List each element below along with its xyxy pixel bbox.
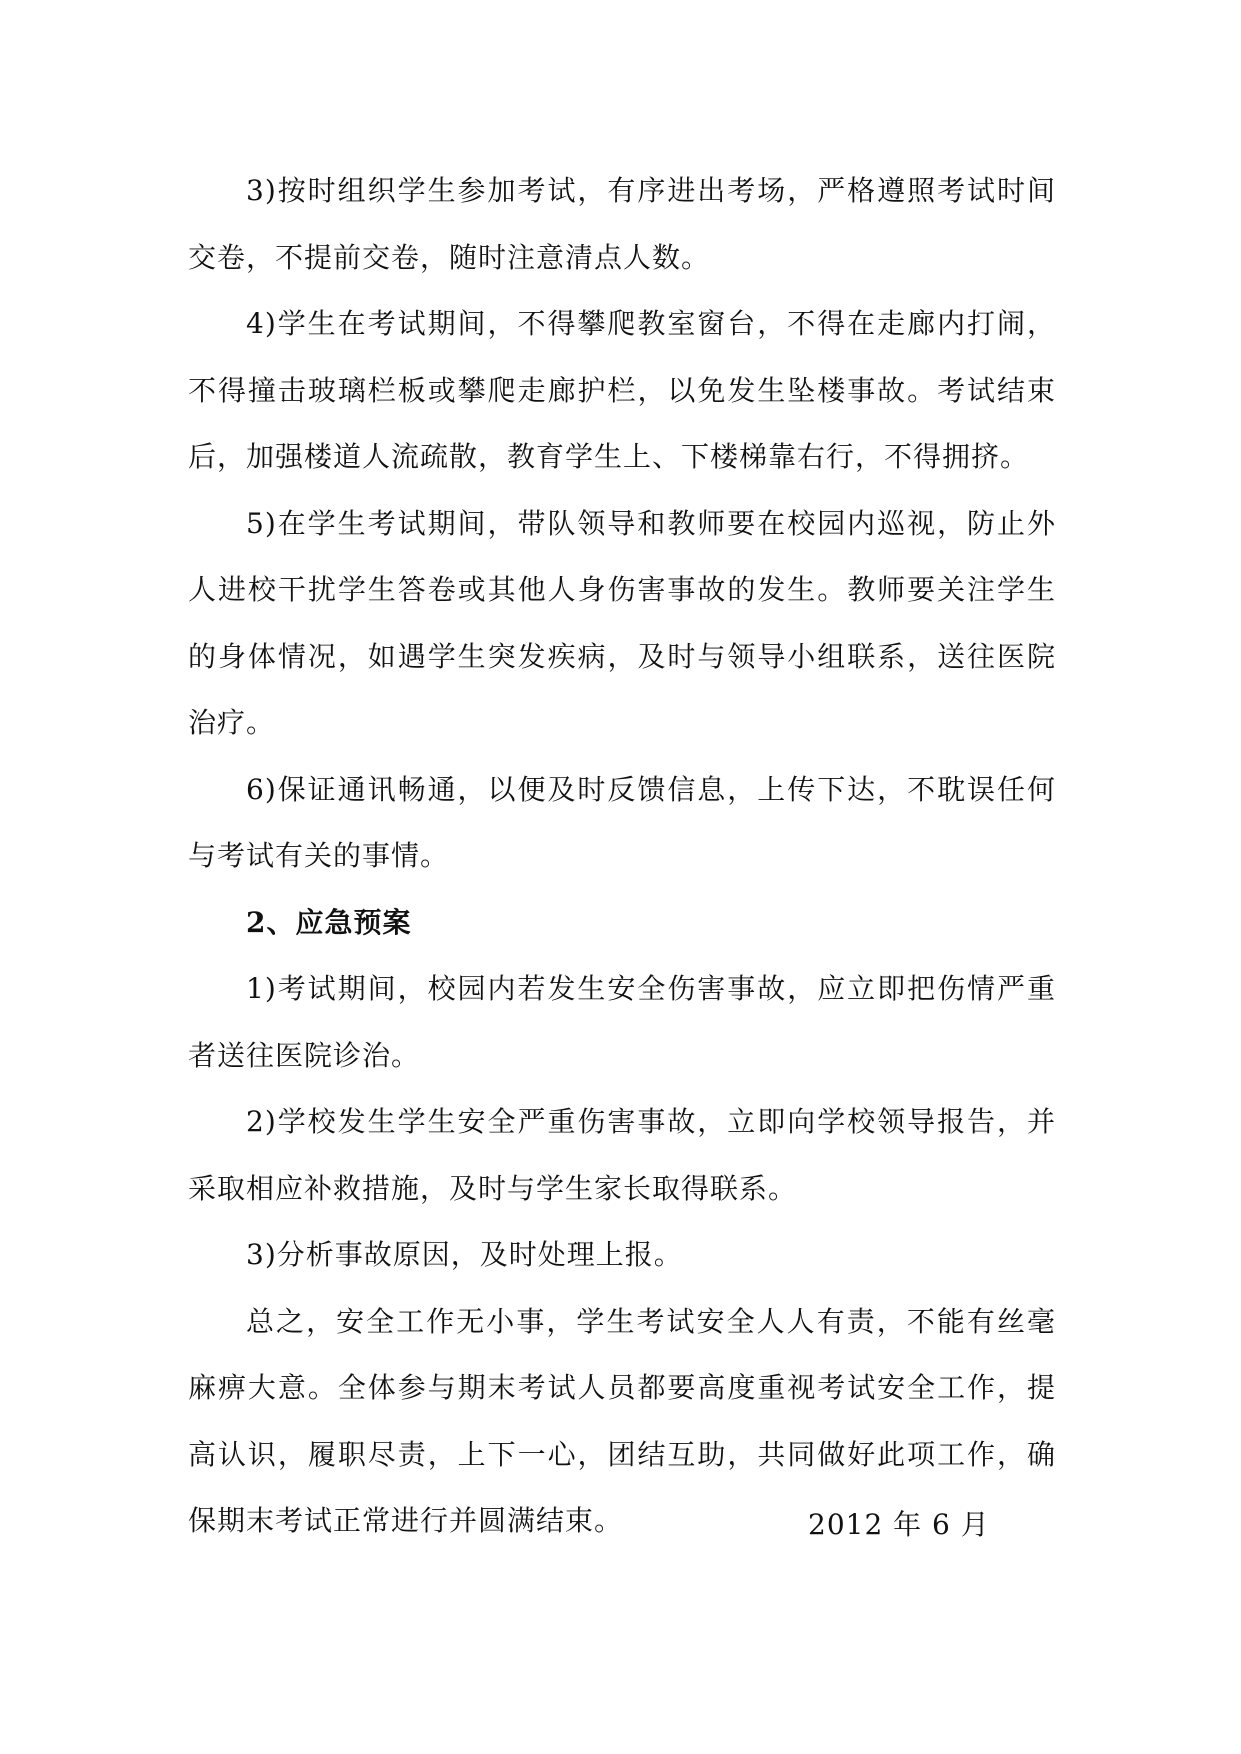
paragraph-item-3: 3)按时组织学生参加考试，有序进出考场，严格遵照考试时间交卷，不提前交卷，随时注意清点人数。 xyxy=(188,174,1056,274)
paragraph-item-5: 5)在学生考试期间，带队领导和教师要在校园内巡视，防止外人进校干扰学生答卷或其他人身伤害事故的发生。教师要关注学生的身体情况，如遇学生突发疾病，及时与领导小组联系，送往医院治疗。 xyxy=(188,506,1056,739)
paragraph-item-6: 6)保证通讯畅通，以便及时反馈信息，上传下达，不耽误任何与考试有关的事情。 xyxy=(188,772,1056,872)
document-date: 2012 年 6 月 xyxy=(808,1508,990,1541)
section-heading-emergency-plan: 2、应急预案 xyxy=(246,905,412,939)
conclusion-paragraph: 总之，安全工作无小事，学生考试安全人人有责，不能有丝毫麻痹大意。全体参与期末考试人员都要高度重视考试安全工作，提高认识，履职尽责，上下一心，团结互助，共同做好此项工作，确保期末考试正常进行并圆满结束。 xyxy=(188,1304,1056,1537)
emergency-item-2: 2)学校发生学生安全严重伤害事故，立即向学校领导报告，并采取相应补救措施，及时与学生家长取得联系。 xyxy=(188,1105,1056,1205)
document-body xyxy=(188,158,1056,1555)
paragraph-item-4: 4)学生在考试期间，不得攀爬教室窗台，不得在走廊内打闹，不得撞击玻璃栏板或攀爬走廊护栏，以免发生坠楼事故。考试结束后，加强楼道人流疏散，教育学生上、下楼梯靠右行，不得拥挤。 xyxy=(188,307,1056,473)
emergency-item-3: 3)分析事故原因，及时处理上报。 xyxy=(246,1238,683,1271)
emergency-item-1: 1)考试期间，校园内若发生安全伤害事故，应立即把伤情严重者送往医院诊治。 xyxy=(188,972,1056,1072)
